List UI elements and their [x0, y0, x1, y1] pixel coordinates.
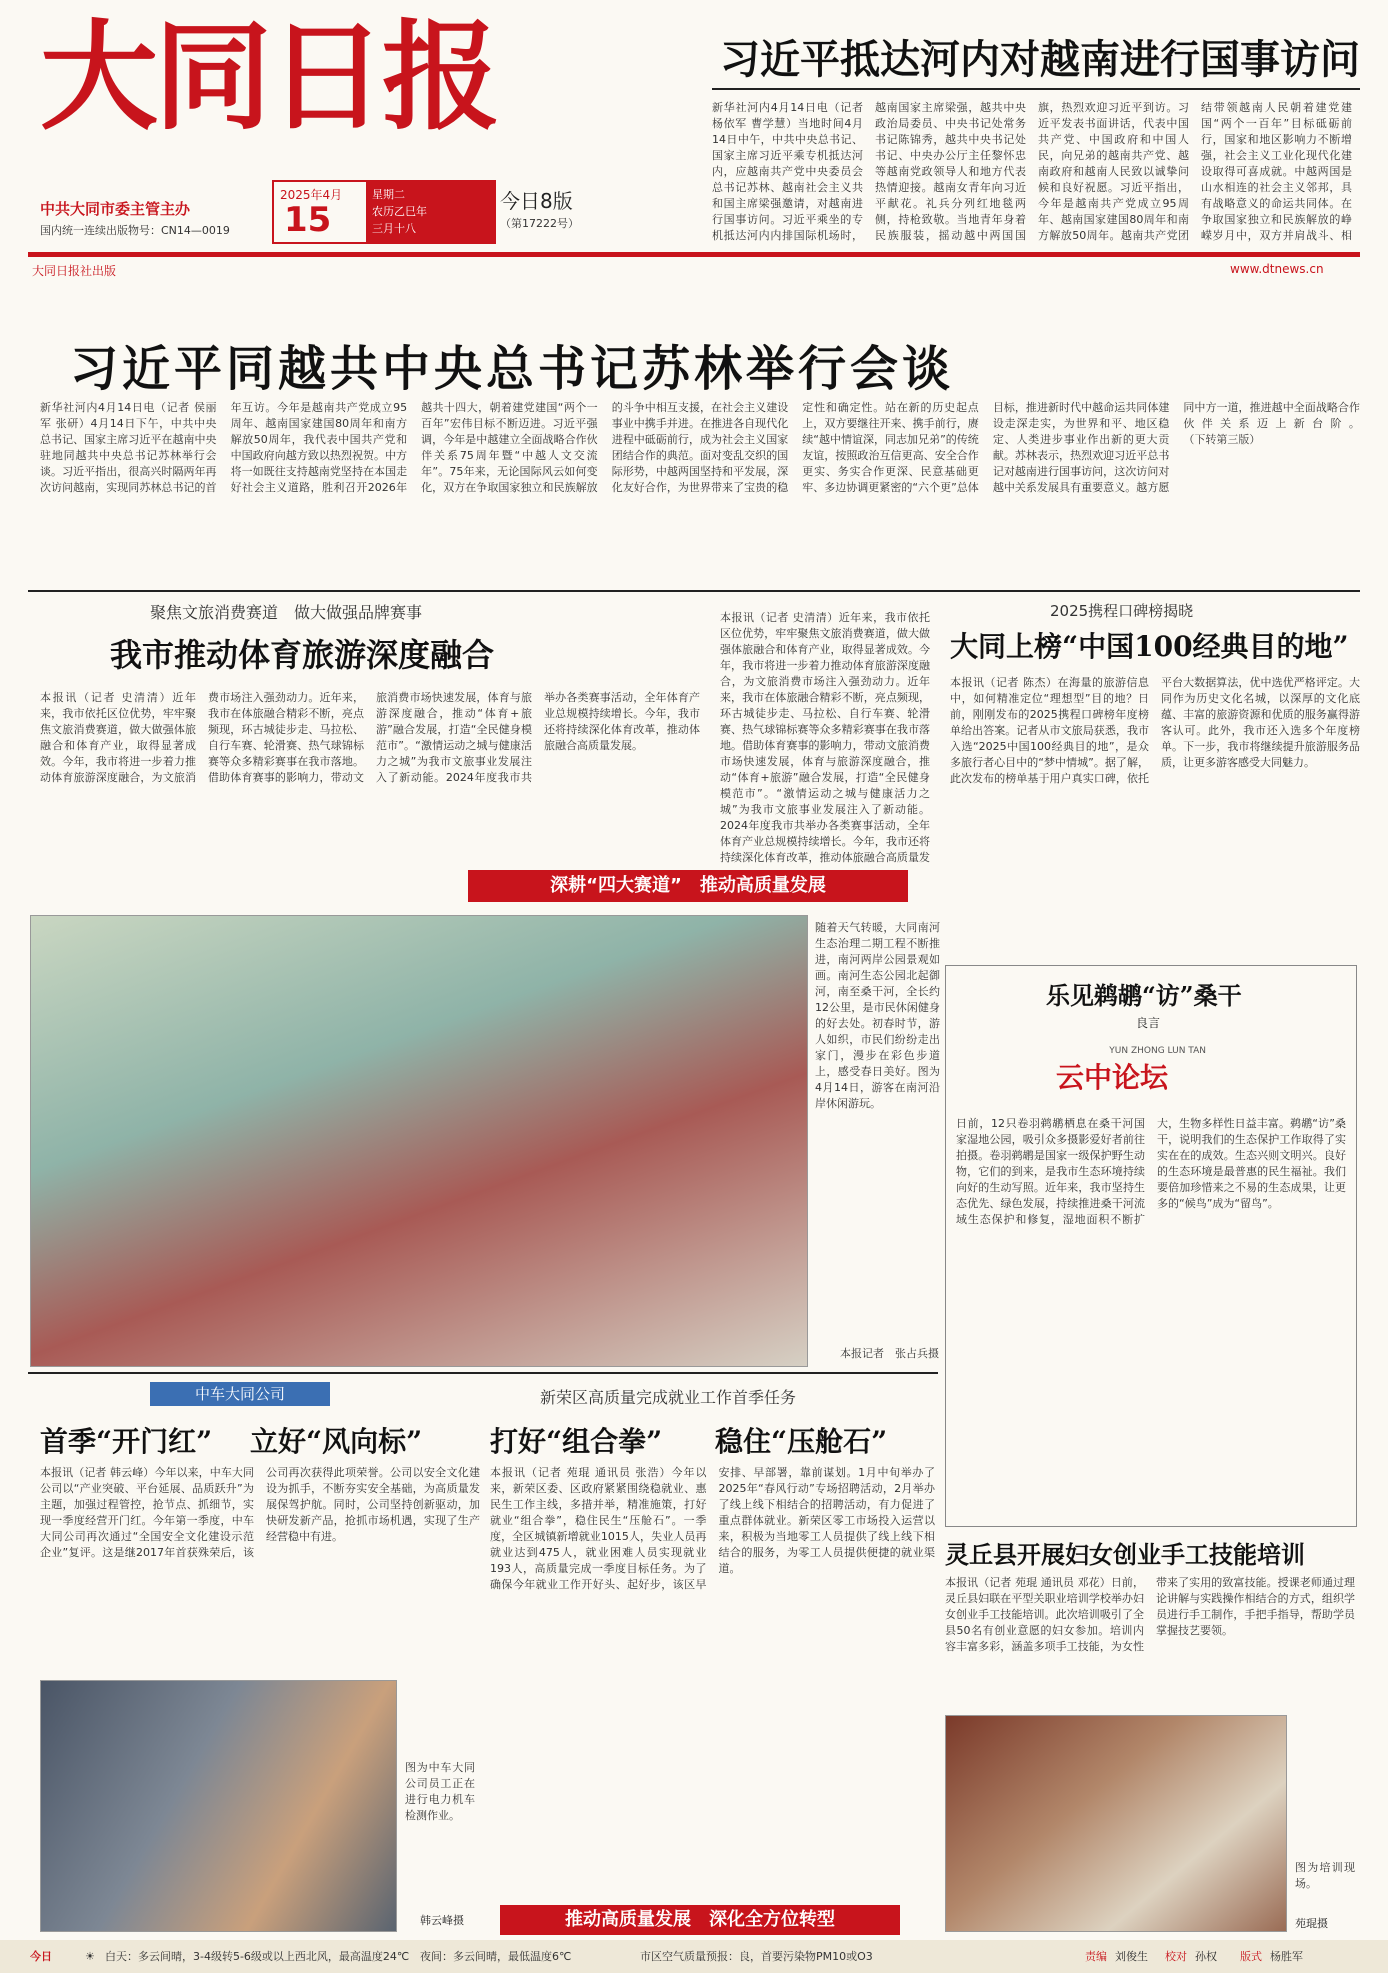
footer-weather-night: 夜间：多云间晴，最低温度6℃ — [420, 1950, 572, 1963]
commentary-author: 良言 — [1136, 1016, 1161, 1030]
divider — [28, 590, 1360, 592]
sports-body-cont: 本报讯（记者 史清清）近年来，我市依托区位优势，牢牢聚焦文旅消费赛道，做大做强体旅融合和体育产业，取得显著成效。今年，我市将进一步着力推动体育旅游深度融合，为文旅消费市场注入强劲动力。近年来，我市在体旅融合精彩不断，亮点频现，环古城徒步走、马拉松、自行车赛、轮滑赛、热气球锦标赛等众多精彩赛事在我市落地。借助体育赛事的影响力，带动文旅消费市场快速发展，体育与旅游深度融合，推动“体育+旅游”融合发展，打造“全民健身模范市”。“激情运动之城与健康活力之城”为我市文旅事业发展注入了新动能。2024年度我市共举办各类赛事活动，全年体育产业总规模持续增长。今年，我市还将持续深化体育改革，推动体旅融合高质量发 — [720, 611, 930, 864]
footer — [0, 1940, 1388, 1973]
website: www.dtnews.cn — [1230, 262, 1324, 276]
masthead-org: 中共大同市委主管主办 — [40, 200, 191, 218]
date-weekday: 星期二 — [372, 188, 405, 201]
crrc-credit: 韩云峰摄 — [420, 1914, 464, 1927]
masthead-rule — [28, 252, 1360, 257]
women-headline: 灵丘县开展妇女创业手工技能培训 — [945, 1540, 1305, 1569]
weather-icon: ☀ — [85, 1950, 95, 1963]
footer-layout-label: 版式 — [1240, 1950, 1262, 1963]
masthead-cn: 国内统一连续出版物号：CN14—0019 — [40, 224, 230, 237]
commentary-logo-cn: 云中论坛 — [1056, 1061, 1169, 1094]
employment-kicker: 新荣区高质量完成就业工作首季任务 — [540, 1388, 797, 1407]
crrc-body: 本报讯（记者 韩云峰）今年以来，中车大同公司以“产业突破、平台延展、品质跃升”为主题，加强过程管控，抢节点、抓细节，实现一季度经营开门红。今年第一季度，中车大同公司再次通过“全国安全文化建设示范企业”复评。这是继2017年首获殊荣后，该公司再次获得此项荣誉。公司以安全文化建设为抓手，不断夯实安全基础，为高质量发展保驾护航。同时，公司坚持创新驱动，加快研发新产品，抢抓市场机遇，实现了生产经营稳中有进。 — [40, 1466, 480, 1559]
employment-headline-a: 打好“组合拳” — [490, 1425, 663, 1458]
sports-body: 本报讯（记者 史清清）近年来，我市依托区位优势，牢牢聚焦文旅消费赛道，做大做强体旅融合和体育产业，取得显著成效。今年，我市将进一步着力推动体育旅游深度融合，为文旅消费市场注入强劲动力。近年来，我市在体旅融合精彩不断，亮点频现，环古城徒步走、马拉松、自行车赛、轮滑赛、热气球锦标赛等众多精彩赛事在我市落地。借助体育赛事的影响力，带动文旅消费市场快速发展，体育与旅游深度融合，推动“体育+旅游”融合发展，打造“全民健身模范市”。“激情运动之城与健康活力之城”为我市文旅事业发展注入了新动能。2024年度我市共举办各类赛事活动，全年体育产业总规模持续增长。今年，我市还将持续深化体育改革，推动体旅融合高质量发展。 — [40, 691, 700, 784]
women-caption: 图为培训现场。 — [1295, 1861, 1355, 1890]
edition-count: 今日8版 — [500, 189, 573, 213]
footer-editor-label: 责编 — [1085, 1950, 1107, 1963]
photo-credit: 本报记者 张占兵摄 — [840, 1347, 939, 1360]
date-lunar-day: 三月十八 — [372, 222, 416, 235]
crrc-headline-b: 立好“风向标” — [250, 1425, 423, 1458]
footer-editor: 刘俊生 — [1115, 1950, 1148, 1963]
footer-today: 今日 — [30, 1950, 52, 1963]
sports-banner: 深耕“四大赛道” 推动高质量发展 — [468, 870, 908, 902]
divider — [712, 88, 1360, 90]
footer-weather-day: 白天：多云间晴，3-4级转5-6级或以上西北风，最高温度24℃ — [105, 1950, 410, 1963]
divider — [28, 1372, 938, 1374]
date-day: 15 — [284, 200, 332, 240]
commentary-body: 日前，12只卷羽鹈鹕栖息在桑干河国家湿地公园，吸引众多摄影爱好者前往拍摄。卷羽鹈鹕是国家一级保护野生动物，它们的到来，是我市生态环境持续向好的生动写照。近年来，我市坚持生态优先、绿色发展，持续推进桑干河流域生态保护和修复，湿地面积不断扩大，生物多样性日益丰富。鹈鹕“访”桑干，说明我们的生态保护工作取得了实实在在的成效。生态兴则文明兴。良好的生态环境是最普惠的民生福祉。我们要倍加珍惜来之不易的生态成果，让更多的“候鸟”成为“留鸟”。 — [956, 1117, 1346, 1226]
employment-body: 本报讯（记者 苑琨 通讯员 张浩）今年以来，新荣区委、区政府紧紧围绕稳就业、惠民生工作主线，多措并举，精准施策，打好就业“组合拳”，稳住民生“压舱石”。一季度，全区城镇新增就业1015人，失业人员再就业达到475人，就业困难人员实现就业193人，高质量完成一季度目标任务。为了确保今年就业工作开好头、起好步，该区早安排、早部署，靠前谋划。1月中旬举办了2025年“春风行动”专场招聘活动，2月举办了线上线下相结合的招聘活动，有力促进了重点群体就业。新荣区零工市场投入运营以来，积极为当地零工人员提供了线上线下相结合的服务，为零工人员提供便捷的就业渠道。 — [490, 1466, 935, 1591]
lead-body: 新华社河内4月14日电（记者 侯丽军 张研）4月14日下午，中共中央总书记、国家主席习近平在越南中央驻地同越共中央总书记苏林举行会谈。习近平指出，很高兴时隔两年再次访问越南，实现同苏林总书记的首年互访。今年是越南共产党成立95周年、越南国家建国80周年和南方解放50周年，我代表中国共产党和中国政府向越方致以热烈祝贺。中方将一如既往支持越南党坚持在本国走好社会主义道路，胜利召开2026年越共十四大，朝着建党建国“两个一百年”宏伟目标不断迈进。习近平强调，今年是中越建立全面战略合作伙伴关系75周年暨“中越人文交流年”。75年来，无论国际风云如何变化，双方在争取国家独立和民族解放的斗争中相互支援，在社会主义建设事业中携手并进。在推进各自现代化进程中砥砺前行，成为社会主义国家团结合作的典范。面对变乱交织的国际形势，中越两国坚持和平发展，深化友好合作，为世界带来了宝贵的稳定性和确定性。站在新的历史起点上，双方要继往开来、携手前行，赓续“越中情谊深，同志加兄弟”的传统友谊，按照政治互信更高、安全合作更实、务实合作更深、民意基础更牢、多边协调更紧密的“六个更”总体目标，推进新时代中越命运共同体建设走深走实，为世界和平、地区稳定、人类进步事业作出新的更大贡献。苏林表示，热烈欢迎习近平总书记对越南进行国事访问，这次访问对越中关系发展具有重要意义。越方愿同中方一道，推进越中全面战略合作伙伴关系迈上新台阶。（下转第三版） — [40, 401, 1360, 494]
training-photo — [945, 1715, 1287, 1932]
top-story-body: 新华社河内4月14日电（记者 杨依军 曹学慧）当地时间4月14日中午，中共中央总书记、国家主席习近平乘专机抵达河内，应越南共产党中央委员会总书记苏林、越南社会主义共和国主席梁强邀请，对越南进行国事访问。习近平乘坐的专机抵达河内内排国际机场时，越南国家主席梁强，越共中央政治局委员、中央书记处常务书记陈锦秀，越共中央书记处书记、中央办公厅主任黎怀忠等越南党政领导人和地方代表热情迎接。越南女青年向习近平献花。礼兵分列红地毯两侧，持枪致敬。当地青年身着民族服装，摇动越中两国国旗，热烈欢迎习近平到访。习近平发表书面讲话，代表中国共产党、中国政府和中国人民，向兄弟的越南共产党、越南政府和越南人民致以诚挚问候和良好祝愿。习近平指出，今年是越南共产党成立95周年、越南国家建国80周年和南方解放50周年。越南共产党团结带领越南人民朝着建党建国“两个一百年”目标砥砺前行，国家和地区影响力不断增强，社会主义工业化现代化建设取得可喜成就。中越两国是山水相连的社会主义邻邦，具有战略意义的命运共同体。在争取国家独立和民族解放的峥嵘岁月中，双方并肩战斗、相 — [712, 101, 1352, 242]
commentary-logo-en: YUN ZHONG LUN TAN — [1109, 1046, 1206, 1056]
date-box — [272, 180, 496, 244]
date-year-month: 2025年4月 — [280, 188, 343, 202]
commentary-headline: 乐见鹈鹕“访”桑干 — [1046, 981, 1242, 1010]
commentary-box — [945, 965, 1357, 1527]
top-story-headline: 习近平抵达河内对越南进行国事访问 — [720, 36, 1360, 83]
river-park-photo — [30, 915, 808, 1367]
crrc-headline-a: 首季“开门红” — [40, 1425, 213, 1458]
employment-headline-b: 稳住“压舱石” — [715, 1425, 888, 1458]
sports-headline: 我市推动体育旅游深度融合 — [110, 636, 495, 674]
photo-caption: 随着天气转暖，大同南河生态治理二期工程不断推进，南河两岸公园景观如画。南河生态公园北起御河，南至桑干河，全长约12公里，是市民休闲健身的好去处。初春时节，游人如织，市民们纷纷走出家门，漫步在彩色步道上，感受春日美好。图为4月14日，游客在南河沿岸休闲游玩。 — [815, 921, 940, 1110]
crrc-caption: 图为中车大同公司员工正在进行电力机车检测作业。 — [405, 1761, 475, 1822]
employment-banner: 推动高质量发展 深化全方位转型 — [500, 1905, 900, 1935]
date-lunar-year: 农历乙巳年 — [372, 205, 427, 218]
locomotive-photo — [40, 1680, 397, 1932]
footer-proof-label: 校对 — [1165, 1950, 1187, 1963]
publisher: 大同日报社出版 — [32, 264, 117, 278]
footer-layout: 杨胜军 — [1270, 1950, 1303, 1963]
masthead-title: 大同日报 — [40, 7, 497, 146]
top100-kicker: 2025携程口碑榜揭晓 — [1050, 602, 1194, 620]
date-weekday-box — [366, 182, 494, 242]
footer-proof: 孙权 — [1195, 1950, 1217, 1963]
women-credit: 苑琨摄 — [1295, 1917, 1328, 1930]
issue-number: （第17222号） — [500, 217, 579, 230]
crrc-kicker: 中车大同公司 — [150, 1382, 330, 1406]
commentary-logo — [1056, 1046, 1206, 1106]
footer-air: 市区空气质量预报：良，首要污染物PM10或O3 — [640, 1950, 873, 1963]
lead-headline: 习近平同越共中央总书记苏林举行会谈 — [70, 341, 955, 397]
top100-headline: 大同上榜“中国100经典目的地” — [950, 630, 1349, 663]
sports-kicker: 聚焦文旅消费赛道 做大做强品牌赛事 — [150, 603, 423, 622]
women-body: 本报讯（记者 苑琨 通讯员 邓花）日前，灵丘县妇联在平型关职业培训学校举办妇女创业手工技能培训。此次培训吸引了全县50名有创业意愿的妇女参加。培训内容丰富多彩，涵盖多项手工技能，为女性带来了实用的致富技能。授课老师通过理论讲解与实践操作相结合的方式，组织学员进行手工制作，手把手指导，帮助学员掌握技艺要领。 — [945, 1576, 1355, 1653]
top100-body: 本报讯（记者 陈杰）在海量的旅游信息中，如何精准定位“理想型”目的地？日前，刚刚发布的2025携程口碑榜年度榜单给出答案。记者从市文旅局获悉，我市入选“2025中国100经典目的地”，是众多旅行者心目中的“梦中情城”。据了解，此次发布的榜单基于用户真实口碑，依托平台大数据算法，优中选优严格评定。大同作为历史文化名城，以深厚的文化底蕴、丰富的旅游资源和优质的服务赢得游客认可。此外，我市还入选多个年度榜单。下一步，我市将继续提升旅游服务品质，让更多游客感受大同魅力。 — [950, 676, 1360, 785]
